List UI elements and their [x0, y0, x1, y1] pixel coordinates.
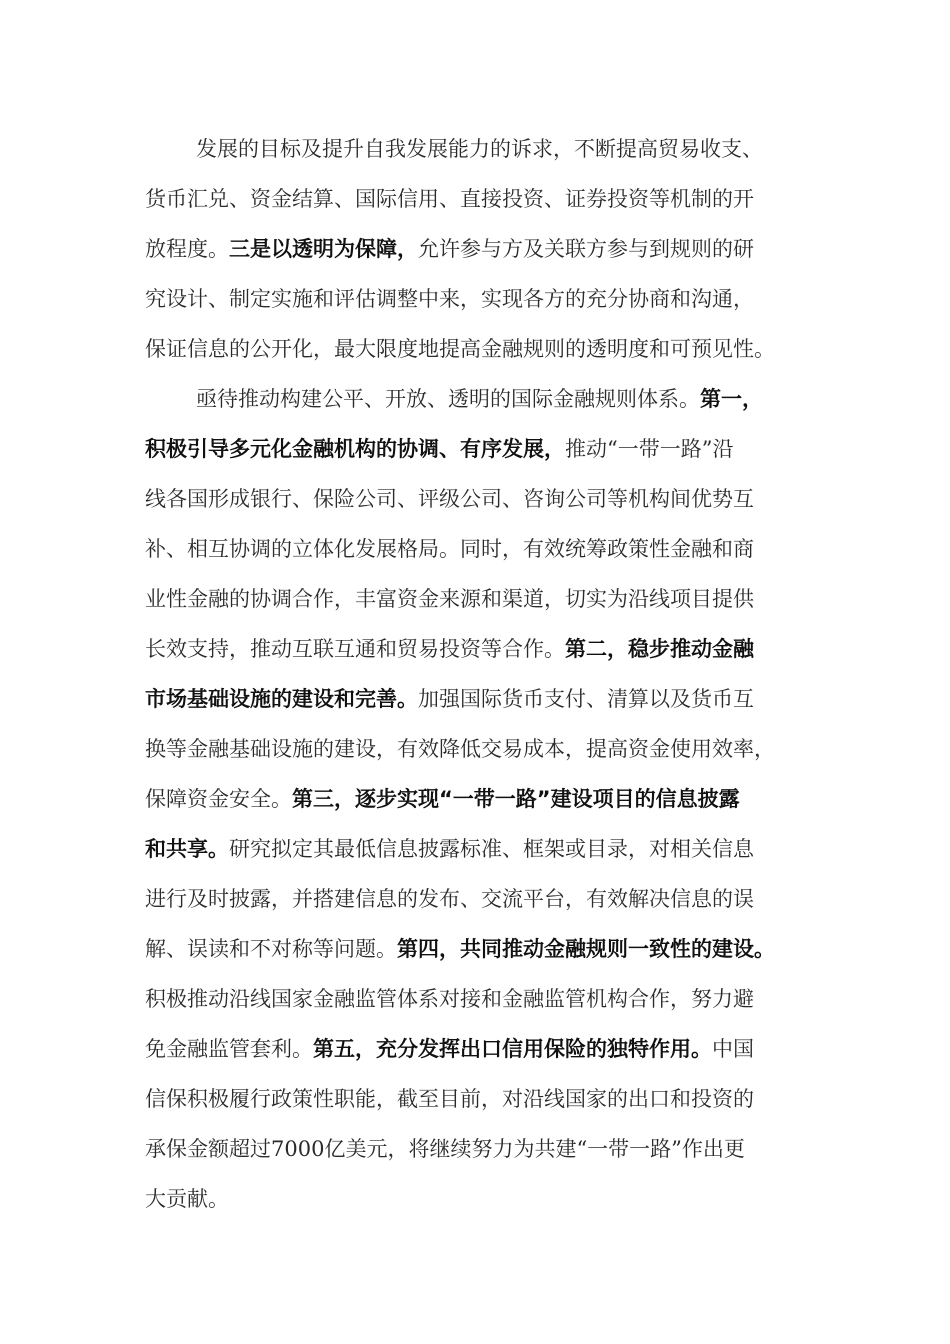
text-line-5: [145, 329, 775, 369]
text-run: 积极推动沿线国家金融监管体系对接和金融监管机构合作，努力避: [145, 987, 754, 1011]
text-run: 补、相互协调的立体化发展格局。同时，有效统筹政策性金融和商: [145, 537, 754, 561]
text-line-21: [145, 1129, 745, 1169]
text-line-17: [145, 929, 775, 969]
text-line-13: [145, 729, 775, 769]
text-run: 加强国际货币支付、清算以及货币互: [418, 687, 754, 711]
text-run: 大贡献。: [145, 1187, 229, 1211]
bold-phrase: 第二，稳步推动金融: [565, 637, 754, 661]
text-run: 进行及时披露，并搭建信息的发布、交流平台，有效解决信息的误: [145, 887, 754, 911]
text-run: 推动“一带一路”沿: [565, 437, 734, 461]
text-run: 业性金融的协调合作，丰富资金来源和渠道，切实为沿线项目提供: [145, 587, 754, 611]
bold-phrase: 市场基础设施的建设和完善。: [145, 687, 418, 711]
bold-phrase: 积极引导多元化金融机构的协调、有序发展，: [145, 437, 565, 461]
text-run: 究设计、制定实施和评估调整中来，实现各方的充分协商和沟通，: [145, 287, 754, 311]
text-line-9: [145, 529, 754, 569]
text-line-11: [145, 629, 754, 669]
text-line-10: [145, 579, 754, 619]
text-line-18: [145, 979, 754, 1019]
text-line-2: [145, 179, 754, 219]
text-line-16: [145, 879, 754, 919]
text-line-19: [145, 1029, 754, 1069]
text-line-1: [196, 129, 763, 169]
text-line-22: [145, 1179, 229, 1219]
bold-phrase: 三是以透明为保障，: [229, 237, 418, 261]
text-line-14: [145, 779, 740, 819]
text-run: 长效支持，推动互联互通和贸易投资等合作。: [145, 637, 565, 661]
text-run: 信保积极履行政策性职能，截至目前，对沿线国家的出口和投资的: [145, 1087, 754, 1111]
text-line-15: [145, 829, 754, 869]
text-run: 保证信息的公开化，最大限度地提高金融规则的透明度和可预见性。: [145, 337, 775, 361]
text-run: 承保金额超过7000亿美元，将继续努力为共建“一带一路”作出更: [145, 1137, 745, 1161]
text-line-8: [145, 479, 754, 519]
text-run: 保障资金安全。: [145, 787, 292, 811]
text-run: 免金融监管套利。: [145, 1037, 313, 1061]
text-line-3: [145, 229, 754, 269]
bold-phrase: 第一，: [700, 387, 763, 411]
text-run: 放程度。: [145, 237, 229, 261]
text-run: 发展的目标及提升自我发展能力的诉求，不断提高贸易收支、: [196, 137, 763, 161]
text-run: 中国: [712, 1037, 754, 1061]
text-line-6: [196, 379, 763, 419]
text-run: 货币汇兑、资金结算、国际信用、直接投资、证券投资等机制的开: [145, 187, 754, 211]
text-run: 允许参与方及关联方参与到规则的研: [418, 237, 754, 261]
text-line-7: [145, 429, 733, 469]
text-line-20: [145, 1079, 754, 1119]
bold-phrase: 第三，逐步实现“一带一路”建设项目的信息披露: [292, 787, 740, 811]
text-run: 亟待推动构建公平、开放、透明的国际金融规则体系。: [196, 387, 700, 411]
bold-phrase: 第四，共同推动金融规则一致性的建设。: [397, 937, 775, 961]
text-run: 线各国形成银行、保险公司、评级公司、咨询公司等机构间优势互: [145, 487, 754, 511]
text-line-12: [145, 679, 754, 719]
text-run: 解、误读和不对称等问题。: [145, 937, 397, 961]
bold-phrase: 第五，充分发挥出口信用保险的独特作用。: [313, 1037, 712, 1061]
bold-phrase: 和共享。: [145, 837, 229, 861]
text-line-4: [145, 279, 754, 319]
text-run: 换等金融基础设施的建设，有效降低交易成本，提高资金使用效率，: [145, 737, 775, 761]
text-run: 研究拟定其最低信息披露标准、框架或目录，对相关信息: [229, 837, 754, 861]
